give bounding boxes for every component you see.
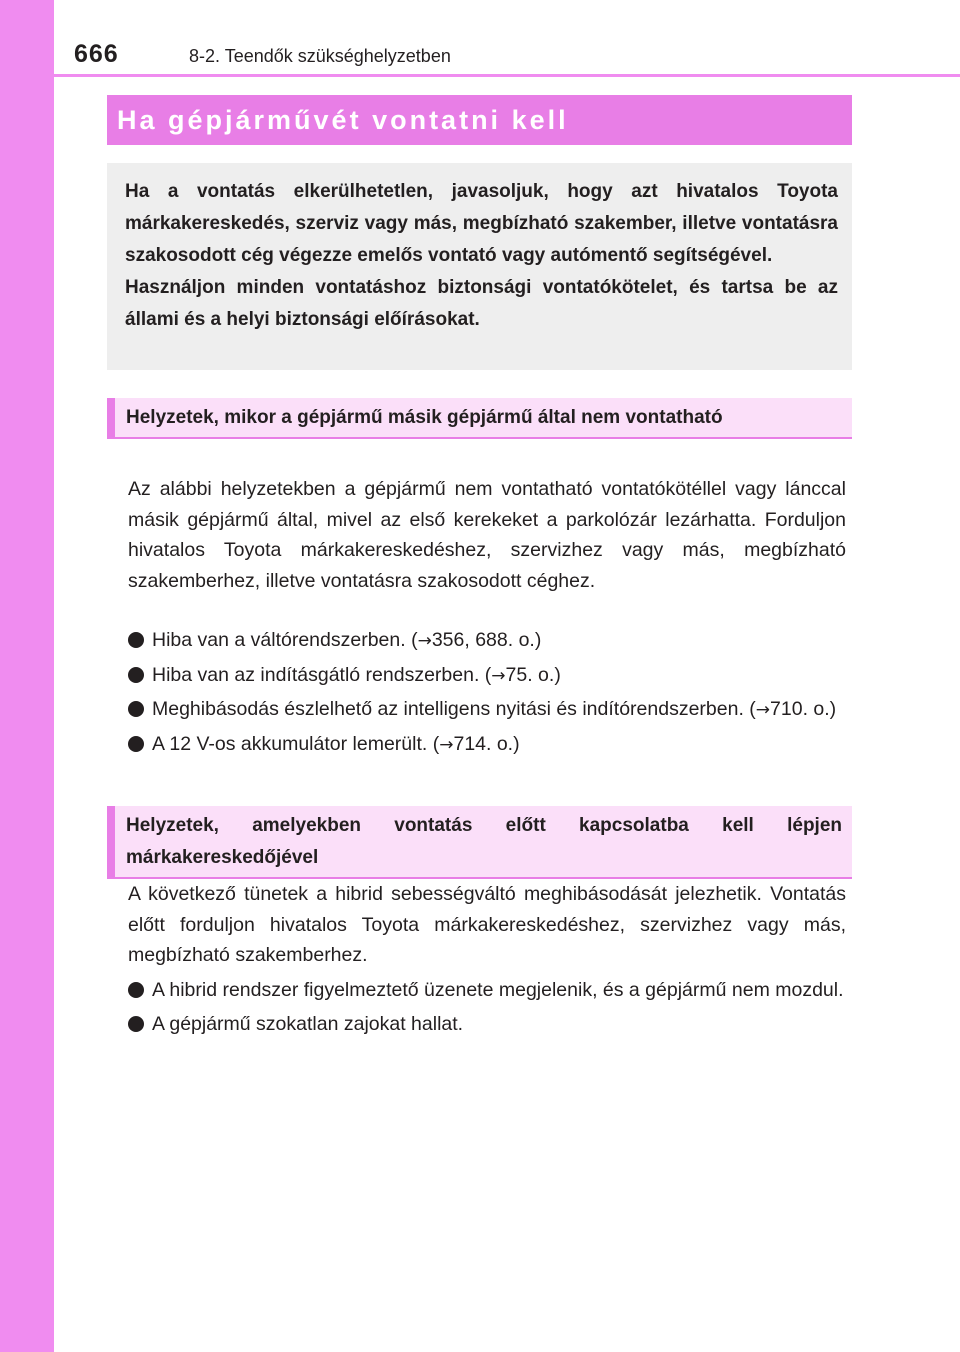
intro-paragraph-2: Használjon minden vontatáshoz biztonsági vontatókötelet, és tartsa be az állami és a helyi biztonsági előírásokat.	[125, 277, 838, 330]
side-color-band	[0, 0, 54, 1352]
list-item: A 12 V-os akkumulátor lemerült. (→714. o.)	[128, 729, 846, 761]
page-title: Ha gépjárművét vontatni kell	[117, 104, 569, 135]
page-number: 666	[74, 40, 119, 68]
arrow-right-icon: →	[439, 734, 454, 755]
intro-box	[107, 163, 852, 370]
bullet-dot-icon	[128, 632, 144, 648]
list-item: A gépjármű szokatlan zajokat hallat.	[128, 1009, 846, 1040]
intro-paragraph-1: Ha a vontatás elkerülhetetlen, javasoljuk, hogy azt hivatalos Toyota márkakereskedés, szerviz vagy más, megbízható szakember, illetve vontatásra szakosodott cég végezze emelős vontató vagy autómentő segítségével.	[125, 181, 838, 266]
arrow-right-icon: →	[417, 631, 432, 651]
arrow-right-icon: →	[491, 665, 506, 686]
header-rule	[54, 74, 960, 77]
page-reference-link[interactable]: 710. o.)	[770, 698, 837, 720]
bullet-dot-icon	[128, 982, 144, 998]
section2-heading-box	[107, 806, 852, 879]
section1-heading: Helyzetek, mikor a gépjármű másik gépjármű által nem vontatható	[126, 407, 723, 428]
bullet-dot-icon	[128, 667, 144, 683]
page-reference-link[interactable]: 356, 688. o.)	[431, 629, 542, 651]
page-reference-link[interactable]: 75. o.)	[505, 663, 561, 686]
arrow-right-icon: →	[755, 700, 771, 720]
bullet-dot-icon	[128, 701, 144, 717]
list-item: Hiba van az indításgátló rendszerben. (→75. o.)	[128, 660, 846, 692]
list-item: Hiba van a váltórendszerben. (→356, 688. o.)	[128, 625, 846, 657]
section-path: 8-2. Teendők szükséghelyzetben	[189, 46, 451, 66]
page-reference-link[interactable]: 714. o.)	[453, 732, 520, 755]
section2-bullet-list	[128, 975, 846, 1042]
section1-heading-box	[107, 398, 852, 439]
bullet-dot-icon	[128, 1016, 144, 1032]
list-item: Meghibásodás észlelhető az intelligens nyitási és indítórendszerben. (→710. o.)	[128, 694, 846, 726]
list-item: A hibrid rendszer figyelmeztető üzenete megjelenik, és a gépjármű nem mozdul.	[128, 975, 846, 1006]
section1-bullet-list	[128, 625, 846, 763]
title-bar	[107, 95, 852, 145]
section2-heading: Helyzetek, amelyekben vontatás előtt kapcsolatba kell lépjen márkakereskedőjével	[126, 815, 842, 868]
bullet-dot-icon	[128, 736, 144, 752]
section2-body: A következő tünetek a hibrid sebességváltó meghibásodását jelezhetik. Vontatás előtt forduljon hivatalos Toyota márkakereskedéshez, szervizhez vagy más, megbízható szakemberhez.	[128, 883, 846, 966]
section1-body: Az alábbi helyzetekben a gépjármű nem vontatható vontatókötéllel vagy lánccal másik gépjármű által, mivel az első kerekeket a parkolózár lezárhatta. Forduljon hivatalos Toyota márkakereskedéshez, szervizhez vagy más, megbízható szakemberhez, illetve vontatásra szakosodott céghez.	[128, 478, 846, 592]
